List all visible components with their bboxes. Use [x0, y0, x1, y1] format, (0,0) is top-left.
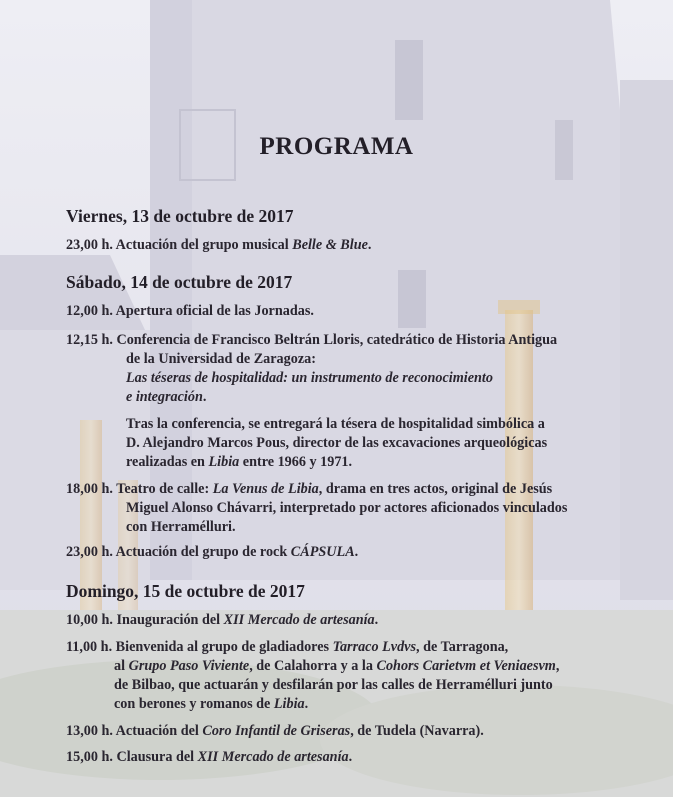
event-text: al: [114, 658, 126, 674]
event-sun-1100-line2: [114, 657, 559, 676]
group-name: Tarraco Lvdvs: [332, 639, 416, 655]
day-heading-sunday: Domingo, 15 de octubre de 2017: [66, 581, 305, 601]
event-text: Clausura del: [116, 749, 195, 765]
event-text: Actuación del: [115, 723, 199, 739]
event-text: Teatro de calle:: [116, 481, 210, 497]
event-time: 18,00 h.: [66, 481, 113, 497]
group-name: Cohors Carietvm et Veniaesvm: [376, 658, 556, 674]
event-sat-1215-line2: de la Universidad de Zaragoza:: [126, 351, 316, 367]
day-heading-saturday: Sábado, 14 de octubre de 2017: [66, 272, 293, 292]
event-time: 10,00 h.: [66, 612, 113, 628]
event-text: Actuación del grupo musical: [115, 237, 289, 253]
event-sat-1215-para1: Tras la conferencia, se entregará la tésera de hospitalidad simbólica a: [126, 416, 545, 432]
event-text: Inauguración del: [116, 612, 221, 628]
punct: .: [374, 612, 379, 628]
punct: ,: [555, 658, 560, 674]
day-heading-friday: Viernes, 13 de octubre de 2017: [66, 206, 294, 226]
event-sat-2300: [66, 543, 358, 562]
band-name: CÁPSULA: [290, 544, 355, 560]
event-text: Conferencia de Francisco Beltrán Lloris, catedrático de Historia Antigua: [116, 332, 558, 348]
lecture-title-end: e integración: [126, 389, 203, 405]
event-sat-1200: [66, 302, 314, 321]
event-sat-1215-line3: [126, 369, 493, 388]
group-name: Grupo Paso Viviente: [128, 658, 250, 674]
event-sun-1000: [66, 611, 378, 630]
event-sun-1300: [66, 722, 484, 741]
punct: .: [304, 696, 309, 712]
event-time: 15,00 h.: [66, 749, 113, 765]
punct: .: [202, 389, 207, 405]
event-time: 23,00 h.: [66, 237, 113, 253]
event-sun-1100-line4: [114, 695, 308, 714]
event-time: 12,00 h.: [66, 303, 113, 319]
choir-name: Coro Infantil de Griseras: [202, 723, 351, 739]
event-sun-1500: [66, 748, 352, 767]
event-text: , de Tarragona,: [416, 639, 509, 655]
para-text: realizadas en: [126, 454, 205, 470]
punct: .: [367, 237, 372, 253]
event-text: Actuación del grupo de rock: [115, 544, 288, 560]
event-sun-1100-line3: de Bilbao, que actuarán y desfilarán por las calles de Herramélluri junto: [114, 677, 553, 693]
event-sat-1800-line3: con Herramélluri.: [126, 519, 236, 535]
event-sat-1800-line1: [66, 480, 552, 499]
place-name: Libia: [208, 454, 240, 470]
event-sun-1100-line1: [66, 638, 508, 657]
event-sat-1215-para3: [126, 453, 352, 472]
event-fri-2300: [66, 236, 371, 255]
event-text: Apertura oficial de las Jornadas.: [115, 303, 314, 319]
event-time: 13,00 h.: [66, 723, 113, 739]
event-time: 11,00 h.: [66, 639, 113, 655]
event-sat-1215-para2: D. Alejandro Marcos Pous, director de las excavaciones arqueológicas: [126, 435, 548, 451]
place-name: Libia: [273, 696, 305, 712]
event-text: , de Tudela (Navarra).: [350, 723, 484, 739]
page-title: PROGRAMA: [259, 133, 414, 160]
event-sat-1215-line4: [126, 388, 206, 407]
event-text: , drama en tres actos, original de Jesús: [318, 481, 553, 497]
market-name: XII Mercado de artesanía: [223, 612, 375, 628]
para-text: entre 1966 y 1971.: [242, 454, 353, 470]
play-title: La Venus de Libia: [212, 481, 319, 497]
event-sat-1800-line2: Miguel Alonso Chávarri, interpretado por actores aficionados vinculados: [126, 500, 568, 516]
event-time: 23,00 h.: [66, 544, 113, 560]
event-text: , de Calahorra y a la: [249, 658, 373, 674]
event-text: con berones y romanos de: [114, 696, 271, 712]
lecture-title: Las téseras de hospitalidad: un instrumento de reconocimiento: [126, 370, 493, 386]
event-text: Bienvenida al grupo de gladiadores: [115, 639, 330, 655]
punct: .: [348, 749, 353, 765]
punct: .: [354, 544, 359, 560]
event-time: 12,15 h.: [66, 332, 113, 348]
market-name: XII Mercado de artesanía: [197, 749, 349, 765]
event-band: Belle & Blue: [292, 237, 368, 253]
event-sat-1215-line1: [66, 331, 557, 350]
